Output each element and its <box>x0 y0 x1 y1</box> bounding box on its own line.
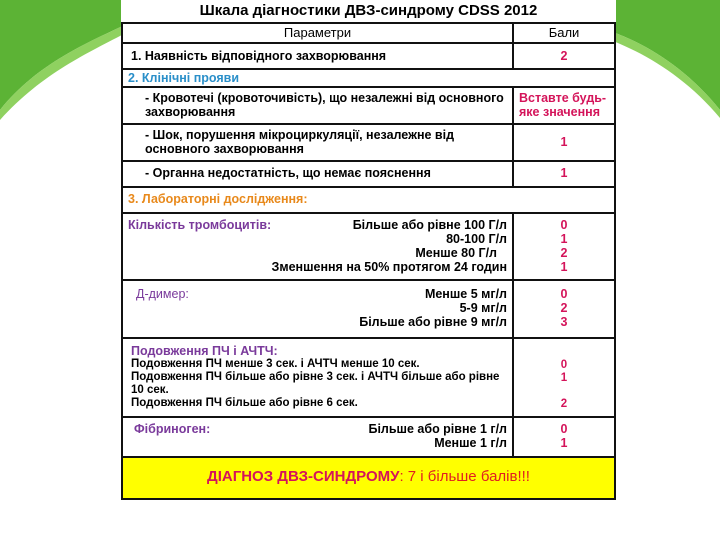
score-value: 1 <box>560 436 568 450</box>
table-row <box>122 161 615 187</box>
row-score: 1 <box>513 161 615 187</box>
fibrinogen-cell <box>122 417 513 457</box>
score-value: 0 <box>560 422 568 436</box>
fibrinogen-line-1: Більше або рівне 1 г/л <box>368 422 507 436</box>
ddimer-line-1: Менше 5 мг/л <box>424 287 507 301</box>
pt-cell <box>122 338 513 417</box>
section-row <box>122 187 615 213</box>
fibrinogen-scores <box>513 417 615 457</box>
platelets-line-2: 80-100 Г/л <box>446 232 507 246</box>
platelets-line-4: Зменшення на 50% протягом 24 годин <box>271 260 507 274</box>
platelets-line-3: Менше 80 Г/л <box>415 246 497 260</box>
score-value: 1 <box>560 232 568 246</box>
ddimer-line-2: 5-9 мг/л <box>459 301 507 315</box>
row-score: 2 <box>513 43 615 69</box>
section-row <box>122 69 615 87</box>
diagnosis-banner <box>122 457 615 499</box>
score-value: 2 <box>560 301 568 315</box>
row-score: Вставте будь-яке значення <box>513 87 615 124</box>
score-value: 0 <box>560 218 568 232</box>
header-score: Бали <box>513 23 615 43</box>
platelets-line-1: Більше або рівне 100 Г/л <box>352 218 507 232</box>
diagnosis-suffix: : 7 і більше балів!!! <box>399 468 530 485</box>
platelets-label: Кількість тромбоцитів: <box>128 218 272 232</box>
table-row <box>122 43 615 69</box>
score-value: 2 <box>560 398 568 410</box>
section-clinical: 2. Клінічні прояви <box>122 69 615 87</box>
row-label: 1. Наявність відповідного захворювання <box>122 43 513 69</box>
ddimer-line-3: Більше або рівне 9 мг/л <box>359 315 507 329</box>
score-value: 2 <box>560 246 568 260</box>
cdss-table <box>121 22 616 500</box>
table-row <box>122 338 615 417</box>
table-row <box>122 213 615 280</box>
ddimer-scores <box>513 280 615 338</box>
score-value: 1 <box>560 372 568 384</box>
table-row <box>122 124 615 161</box>
scale-sheet <box>121 0 616 540</box>
table-row <box>122 280 615 338</box>
row-label: - Кровотечі (кровоточивість), що незалежні від основного захворювання <box>122 87 513 124</box>
score-value: 1 <box>560 260 568 274</box>
green-leaf-decoration <box>0 0 135 120</box>
score-value: 0 <box>560 359 568 371</box>
table-row <box>122 87 615 124</box>
pt-scores <box>513 338 615 417</box>
row-score: 1 <box>513 124 615 161</box>
pt-line-2: Подовження ПЧ більше або рівне 3 сек. і АЧТЧ більше або рівне 10 сек. <box>131 371 500 396</box>
ddimer-cell <box>122 280 513 338</box>
page-title: Шкала діагностики ДВЗ-синдрому CDSS 2012 <box>199 2 538 19</box>
section-lab: 3. Лабораторні дослідження: <box>122 187 615 213</box>
pt-line-1: Подовження ПЧ менше 3 сек. і АЧТЧ менше 10 сек. <box>131 358 420 370</box>
platelets-scores <box>513 213 615 280</box>
header-param: Параметри <box>122 23 513 43</box>
diagnosis-prefix: ДІАГНОЗ ДВЗ-СИНДРОМУ <box>207 468 400 485</box>
platelets-cell <box>122 213 513 280</box>
row-label: - Шок, порушення мікроциркуляції, незалежне від основного захворювання <box>122 124 513 161</box>
diagnosis-row <box>122 457 615 499</box>
score-value: 0 <box>560 287 568 301</box>
score-value: 3 <box>560 315 568 329</box>
pt-line-3: Подовження ПЧ більше або рівне 6 сек. <box>131 397 358 409</box>
fibrinogen-line-2: Менше 1 г/л <box>434 436 507 450</box>
fibrinogen-label: Фібриноген: <box>134 422 211 436</box>
pt-label: Подовження ПЧ і АЧТЧ: <box>131 344 278 358</box>
table-row <box>122 417 615 457</box>
ddimer-label: Д-димер: <box>136 287 189 301</box>
row-label: - Органна недостатність, що немає пояснення <box>122 161 513 187</box>
table-header <box>122 23 615 43</box>
